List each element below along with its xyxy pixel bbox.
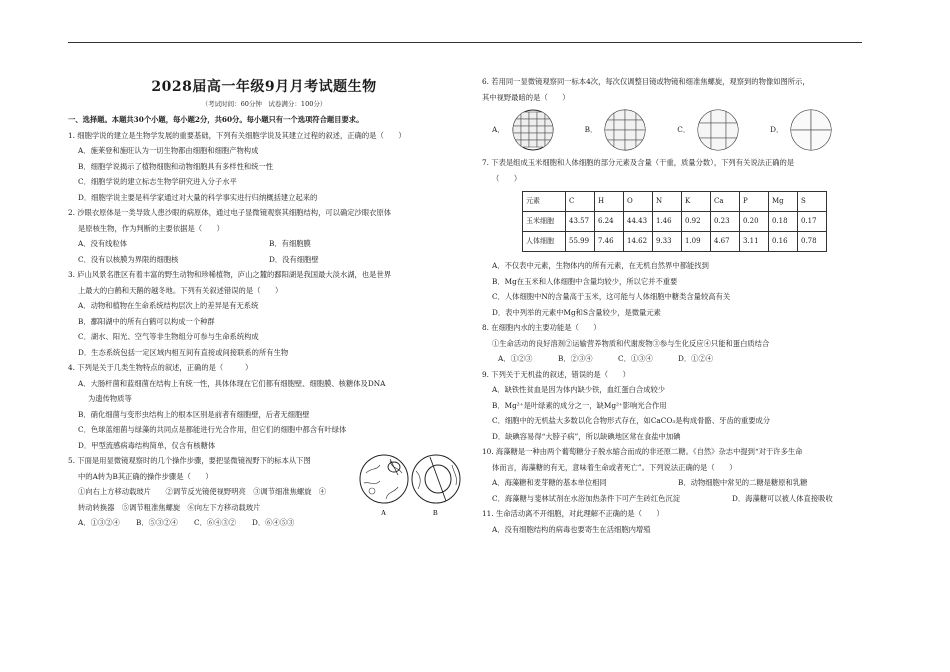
table-cell: O (624, 192, 653, 212)
q4-option-d: D．甲型流感病毒结构简单，仅含有核糖体 (78, 440, 216, 450)
q8-option-b: B．②③④ (558, 354, 593, 363)
q5-stem-line2: 中的A转为B其正确的操作步骤是（ ） (78, 471, 213, 481)
q8-option-d: D．①②④ (678, 354, 714, 363)
table-cell: 43.57 (566, 212, 595, 232)
q4-option-a-line1: A．大肠杆菌和蓝细菌在结构上有统一性，具体体现在它们都有细胞壁、细胞膜、核糖体及DNA (78, 378, 386, 388)
q9-option-a: A．缺铁性贫血是因为体内缺少铁，血红蛋白合成较少 (492, 385, 666, 394)
question-3 (68, 267, 460, 360)
table-cell: 0.20 (740, 212, 769, 232)
q6-field-a (511, 108, 555, 152)
q3-option-c: C．湖水、阳光、空气等非生物组分可参与生命系统构成 (78, 332, 259, 342)
q9-option-d: D．缺碘容易得“大脖子病”，所以缺碘地区常在食盐中加碘 (492, 431, 681, 441)
q8-option-c: C．①③④ (618, 354, 653, 363)
table-cell: 3.11 (740, 232, 769, 252)
q10-stem-line1: 10. 海藻糖是一种由两个葡萄糖分子脱水缩合而成的非还原二糖。《自然》杂志中提到“对于许多生命 (482, 447, 803, 456)
table-cell: 0.17 (798, 212, 827, 232)
q7-option-a: A．不仅表中元素，生物体内的所有元素，在无机自然界中都能找到 (492, 261, 709, 270)
question-6 (482, 74, 864, 153)
q10-stem-line2: 体而言，海藻糖的有无，意味着生命或者死亡”。下列说法正确的是（ ） (492, 462, 737, 472)
table-cell: 1.09 (682, 232, 711, 252)
table-row (523, 232, 827, 252)
q2-stem-line1: 2. 沙眼衣原体是一类导致人患沙眼的病原体，通过电子显微镜观察其细胞结构，可以确定沙眼衣原体 (68, 208, 392, 218)
exam-subtitle: （考试时间：60分钟 试卷满分：100分） (201, 100, 327, 108)
q6-label-d: D． (770, 125, 784, 135)
q7-option-c: C．人体细胞中N的含量高于玉米，这可能与人体细胞中糖类含量较高有关 (492, 292, 731, 301)
q3-option-b: B．鄱阳湖中的所有白鹤可以构成一个种群 (78, 316, 215, 326)
q5-steps-line2: 转动转换器 ⑤调节粗准焦螺旋 ⑥向左下方移动载玻片 (78, 502, 261, 512)
question-8 (482, 320, 864, 367)
q4-option-c: C．色球蓝细菌与绿藻的共同点是都能进行光合作用，但它们的细胞中都含有叶绿体 (78, 425, 347, 435)
q8-option-a: A．①②③ (498, 354, 533, 363)
q5-option-d: D．⑥④⑤③ (252, 518, 295, 528)
q1-option-c: C．细胞学说的建立标志生物学研究进入分子水平 (78, 177, 237, 187)
q11-option-a: A．没有细胞结构的病毒也要寄生在活细胞内增殖 (492, 524, 651, 534)
q8-statements: ①生命活动的良好溶剂②运输营养物质和代谢废物③参与生化反应④只能和蛋白质结合 (492, 338, 770, 348)
q5-field-b (412, 455, 460, 503)
q5-stem-line1: 5. 下面是用显微镜观察时的几个操作步骤，要把显微镜视野下的标本从下图 (68, 456, 311, 466)
table-cell: Ca (711, 192, 740, 212)
table-cell: P (740, 192, 769, 212)
q5-field-a (360, 455, 408, 503)
q1-option-b: B．细胞学说揭示了植物细胞和动物细胞具有多样性和统一性 (78, 161, 274, 171)
question-11 (482, 506, 864, 537)
q5-option-b: B．⑤③②④ (136, 518, 178, 528)
question-1 (68, 128, 460, 206)
q3-stem-line1: 3. 庐山风景名胜区有着丰富的野生动物和珍稀植物，庐山之麓的鄱阳湖是我国最大淡水湖，也是世界 (68, 270, 392, 280)
q5-option-c: C．⑥④③② (194, 518, 237, 528)
table-cell: 0.92 (682, 212, 711, 232)
q2-option-b: B．有细胞膜 (269, 239, 311, 249)
q7-option-d: D．表中列举的元素中Mg和S含量较少，是微量元素 (492, 307, 661, 317)
q5-option-a: A．①③②④ (78, 518, 120, 528)
header-rule (68, 42, 862, 43)
table-cell: 9.33 (653, 232, 682, 252)
table-cell: 6.24 (595, 212, 624, 232)
q6-options (482, 107, 864, 153)
table-cell: 44.43 (624, 212, 653, 232)
q7-stem-line2: （ ） (492, 173, 522, 183)
q10-option-b: B．动物细胞中常见的二糖是糖原和乳糖 (678, 478, 808, 487)
table-cell: 0.23 (711, 212, 740, 232)
q11-stem: 11. 生命活动离不开细胞，对此理解不正确的是（ ） (482, 509, 664, 518)
table-cell: 14.62 (624, 232, 653, 252)
question-5 (68, 453, 460, 531)
table-cell: 0.16 (769, 232, 798, 252)
q5-steps-line1: ①向右上方移动载玻片 ②调节反光镜使视野明亮 ③调节细准焦螺旋 ④ (78, 487, 327, 497)
table-cell: 元素 (523, 192, 566, 212)
q5-figure-label-a: A (381, 509, 387, 518)
left-column (68, 74, 460, 531)
q1-option-a: A．施莱登和施旺认为一切生物都由细胞和细胞产物构成 (78, 146, 259, 156)
table-cell: 人体细胞 (523, 232, 566, 252)
q6-stem-line2: 其中视野最暗的是（ ） (482, 92, 570, 102)
right-column (482, 74, 864, 537)
q6-field-d (789, 108, 833, 152)
q3-stem-line2: 上最大的白鹤和天鹅的越冬地。下列有关叙述错误的是（ ） (78, 285, 283, 295)
table-cell: K (682, 192, 711, 212)
q6-label-a: A． (492, 125, 505, 135)
q10-option-c: C．海藻糖与斐林试剂在水浴加热条件下可产生砖红色沉淀 (492, 493, 681, 503)
exam-title: 2028届高一年级9月月考试题生物 (151, 79, 377, 95)
table-row (523, 212, 827, 232)
table-cell: 7.46 (595, 232, 624, 252)
q6-label-b: B． (584, 125, 598, 135)
q5-microscope-figure (358, 451, 462, 518)
q5-figure-label-b: B (433, 509, 438, 518)
q4-option-b: B．硝化细菌与变形虫结构上的根本区别是前者有细胞壁，后者无细胞壁 (78, 409, 310, 419)
table-cell: 0.18 (769, 212, 798, 232)
q7-stem-line1: 7. 下表是组成玉米细胞和人体细胞的部分元素及含量（干重，质量分数），下列有关说法正确的是 (482, 158, 795, 167)
q6-label-c: C． (677, 125, 691, 135)
table-cell: Mg (769, 192, 798, 212)
table-cell: N (653, 192, 682, 212)
q1-stem: 1. 细胞学说的建立是生物学发展的重要基础，下列有关细胞学说及其建立过程的叙述，正确的是（ ） (68, 130, 406, 140)
table-cell: H (595, 192, 624, 212)
section-heading: 一、选择题。本题共30个小题，每小题2分，共60分。每小题只有一个选项符合题目要求。 (68, 114, 364, 124)
q4-stem: 4. 下列是关于几类生物特点的叙述，正确的是（ ） (68, 363, 253, 373)
table-cell: C (566, 192, 595, 212)
q2-option-a: A．没有线粒体 (78, 239, 128, 249)
element-content-table (522, 191, 827, 252)
table-cell: 55.99 (566, 232, 595, 252)
q2-stem-line2: 是原核生物，作为判断的主要依据是（ ） (78, 223, 224, 233)
q10-option-a: A．海藻糖和麦芽糖的基本单位相同 (492, 478, 607, 487)
table-cell: 0.78 (798, 232, 827, 252)
question-4 (68, 360, 460, 453)
table-header-row (523, 192, 827, 212)
q2-option-d: D．没有细胞壁 (269, 254, 319, 264)
q3-option-a: A．动物和植物在生命系统结构层次上的差异是有无系统 (78, 301, 259, 311)
table-cell: S (798, 192, 827, 212)
q2-option-c: C．没有以核膜为界限的细胞核 (78, 254, 179, 264)
q9-stem: 9. 下列关于无机盐的叙述，错误的是（ ） (482, 369, 630, 379)
q8-stem: 8. 在细胞内水的主要功能是（ ） (482, 323, 601, 332)
q6-field-c (696, 108, 740, 152)
q6-field-b (603, 108, 647, 152)
table-cell: 1.46 (653, 212, 682, 232)
q9-option-c: C．细胞中的无机盐大多数以化合物形式存在，如CaCO₃是构成骨骼、牙齿的重要成分 (492, 416, 771, 425)
question-9 (482, 367, 864, 445)
q1-option-d: D．细胞学说主要是科学家通过对大量的科学事实进行归纳概括建立起来的 (78, 192, 318, 202)
q7-option-b: B．Mg在玉米和人体细胞中含量均较少，所以它并不重要 (492, 276, 678, 286)
table-cell: 4.67 (711, 232, 740, 252)
q4-option-a-line2: 为遗传物质等 (88, 394, 132, 404)
q9-option-b: B．Mg²⁺是叶绿素的成分之一，缺Mg²⁺影响光合作用 (492, 400, 667, 410)
table-cell: 玉米细胞 (523, 212, 566, 232)
question-10 (482, 444, 864, 506)
q6-stem-line1: 6. 若用同一显微镜观察同一标本4次，每次仅调整目镜或物镜和细准焦螺旋，观察到的物像如图所示， (482, 77, 810, 86)
q3-option-d: D．生态系统包括一定区域内相互间有直接或间接联系的所有生物 (78, 347, 289, 357)
q10-option-d: D．海藻糖可以被人体直接吸收 (732, 493, 833, 503)
question-7 (482, 155, 864, 320)
question-2 (68, 205, 460, 267)
